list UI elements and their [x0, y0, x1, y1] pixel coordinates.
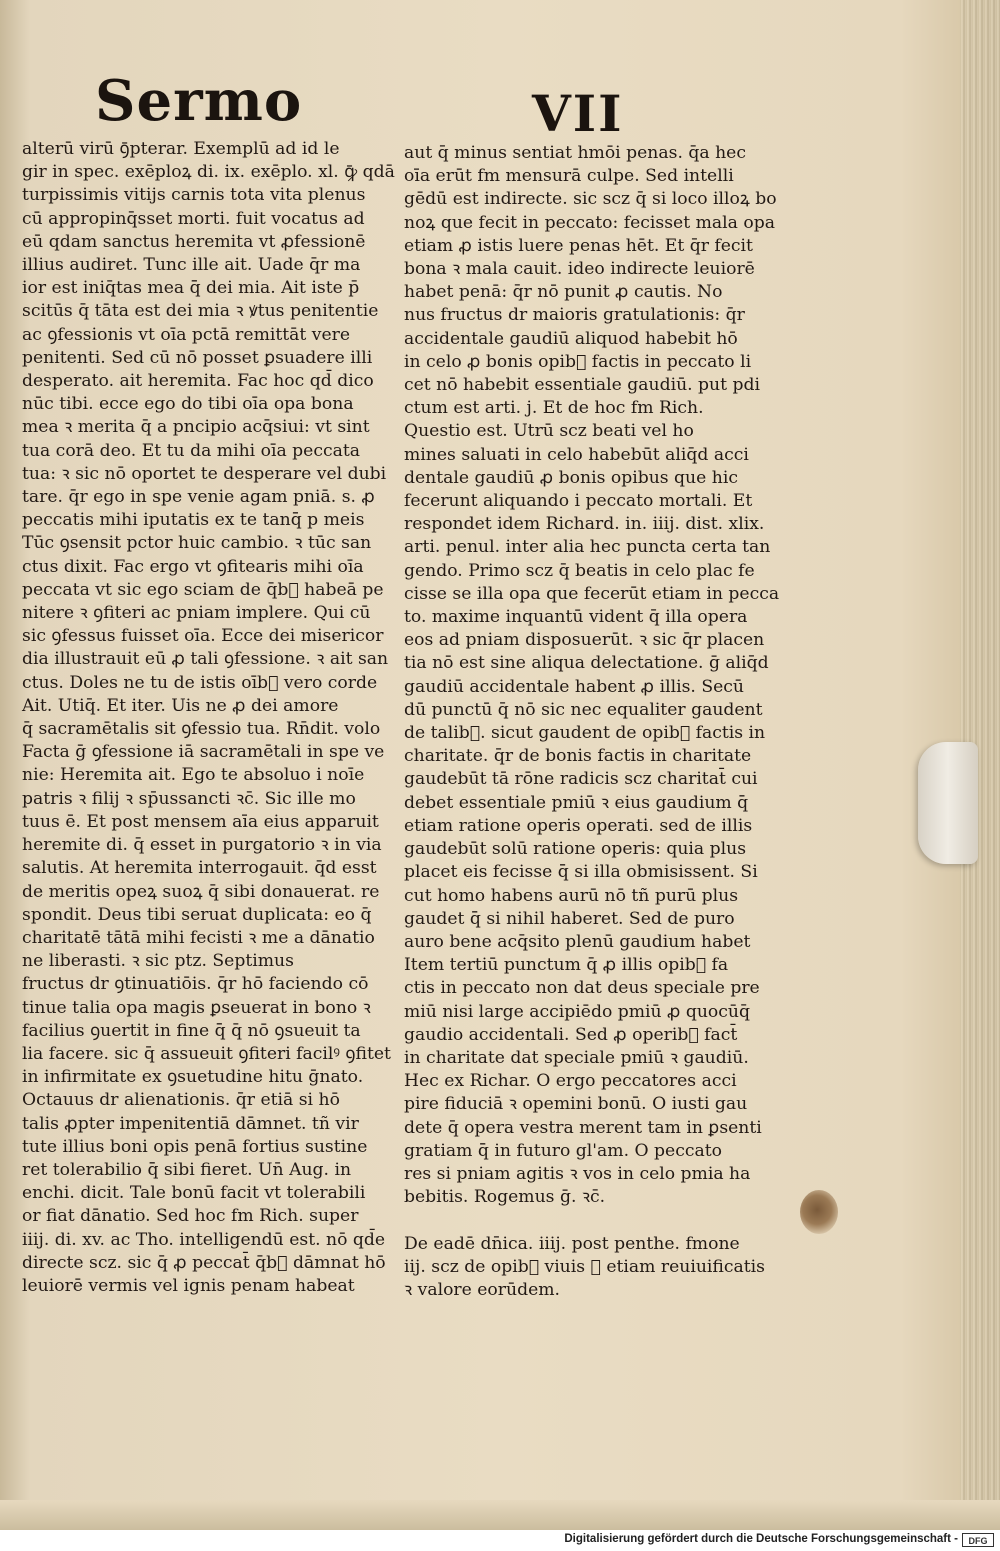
text-line: peccatis mihi iputatis ex te tanq̄̄ p meis	[22, 510, 365, 531]
text-line: de talib᷒. sicut gaudent de opib᷒ factis in	[404, 723, 766, 744]
text-line: dū punctū q̄ nō sic nec equaliter gaudent	[404, 699, 763, 720]
text-line: ꝛ valore eorūdem.	[404, 1279, 561, 1300]
text-line: illius audiret. Tunc ille ait. Uade q̄r ma	[22, 255, 361, 276]
text-line: Ait. Utiq̄. Et iter. Uis ne ꝓ dei amore	[22, 695, 339, 716]
text-line: res si pniam agitis ꝛ vos in celo pmia ha	[404, 1163, 751, 1184]
dfg-logo-icon: DFG	[962, 1533, 994, 1547]
text-line: fecerunt aliquando i peccato mortali. Et	[404, 491, 753, 512]
text-line: alterū virū ꝯ̄pterar. Exemplū ad id le	[22, 139, 340, 159]
text-line: gaudio accidentali. Sed ꝓ operib᷒ fact̄	[404, 1024, 738, 1045]
text-line: charitate. q̄r de bonis factis in charitate	[404, 746, 752, 767]
text-line: mea ꝛ merita q̄ a pncipio acq̄siui: vt sint	[22, 417, 370, 438]
text-line: oīa erūt fm mensurā culpe. Sed intelli	[404, 166, 734, 187]
text-line: gaudet q̄̄ si nihil haberet. Sed de puro	[404, 908, 735, 929]
text-line: De eadē dn̄ica. iiij. post penthe. fmone	[404, 1233, 740, 1254]
text-line: iiij. di. xv. ac Tho. intelligendū est. nō qd̄e	[22, 1229, 386, 1250]
text-line: ne liberasti. ꝛ sic ptz. Septimus	[22, 951, 294, 972]
text-line: fructus dr ꝯtinuatiōis. q̄r hō faciendo cō	[22, 974, 369, 995]
text-line: tute illius boni opis penā fortius sustine	[22, 1136, 368, 1157]
funding-credit: Digitalisierung gefördert durch die Deutsche Forschungsgemeinschaft -	[564, 1533, 958, 1545]
page-bottom-edge	[0, 1500, 1000, 1530]
text-line: cisse se illa opa que fecerūt etiam in pecca	[404, 583, 780, 604]
text-line: in infirmitate ex ꝯsuetudine hitu ḡnato.	[22, 1067, 364, 1088]
text-line: eos ad pniam disposuerūt. ꝛ sic q̄r placen	[404, 630, 765, 651]
text-line: desperato. ait heremita. Fac hoc qd̄ dico	[22, 371, 374, 392]
text-line: etiam ꝓ istis luere penas hēt. Et q̄r fecit	[404, 235, 753, 256]
text-line: ret tolerabilio q̄̄ sibi fieret. Un̄ Aug. in	[22, 1159, 352, 1180]
text-line: Octauus dr alienationis. q̄r etiā si hō	[22, 1090, 340, 1111]
text-line: aut q̄ minus sentiat hmōi penas. q̄a hec	[404, 143, 746, 163]
text-line: noꝝ que fecit in peccato: fecisset mala opa	[404, 212, 775, 233]
text-line: peccata vt sic ego sciam de q̄b᷒ habeā pe	[22, 579, 384, 600]
text-line: Item tertiū punctum q̄ ꝓ illis opib᷒ fa	[404, 955, 729, 976]
text-line	[404, 1209, 784, 1232]
text-line: spondit. Deus tibi seruat duplicata: eo q̄	[22, 904, 372, 925]
text-line: patris ꝛ filij ꝛ sp̄ussancti ꝛc̄. Sic ille mo	[22, 788, 356, 809]
text-line: tinue talia opa magis ꝑseuerat in bono ꝛ	[22, 997, 371, 1018]
text-line: arti. penul. inter alia hec puncta certa tan	[404, 537, 771, 558]
text-line: pire fiduciā ꝛ opemini bonū. O iusti gau	[404, 1094, 748, 1115]
text-line: turpissimis vitijs carnis tota vita plenus	[22, 185, 366, 206]
text-line: gaudiū accidentale habent ꝓ illis. Secū	[404, 676, 744, 697]
text-line: bebitis. Rogemus ḡ. ꝛc̄.	[404, 1187, 606, 1208]
text-line: iij. scz de opib᷒ viuis ꝛ etiam reuiuificatis	[404, 1256, 765, 1277]
text-line: q̄ sacramētalis sit ꝯfessio tua. Rn̄dit. volo	[22, 719, 381, 740]
text-line: gaudebūt tā rōne radicis scz charitat̄ cui	[404, 769, 758, 790]
text-line: eū qdam sanctus heremita vt ꝓfessionē	[22, 231, 366, 252]
text-line: tia nō est sine aliqua delectatione. ḡ aliq̄d	[404, 653, 769, 674]
text-line: or fiat dānatio. Sed hoc fm Rich. super	[22, 1206, 359, 1227]
text-line: tare. q̄r ego in spe venie agam pniā. s. ꝓ	[22, 487, 375, 508]
text-line: tua corā deo. Et tu da mihi oīa peccata	[22, 440, 361, 461]
text-line: accidentale gaudiū aliquod habebit hō	[404, 328, 738, 349]
text-line: gendo. Primo scz q̄ beatis in celo plac fe	[404, 560, 755, 581]
digitization-footer	[0, 1530, 1000, 1551]
text-line: gaudebūt solū ratione operis: quia plus	[404, 839, 747, 860]
text-line: auro bene acq̄sito plenū gaudium habet	[404, 931, 751, 952]
page-clip	[918, 742, 978, 864]
text-line: nus fructus dr maioris gratulationis: q̄r	[404, 305, 745, 326]
text-line: gratiam q̄̄ in futuro gl'am. O peccato	[404, 1140, 722, 1161]
text-line: debet essentiale pmiū ꝛ eius gaudium q̄̄	[404, 792, 749, 813]
text-line: gir in spec. exēploꝝ di. ix. exēplo. xl. ꝙ̄ qdā	[22, 162, 395, 183]
text-line: in celo ꝓ bonis opib᷒ factis in peccato li	[404, 351, 752, 372]
running-head: Sermo	[95, 68, 303, 134]
text-line: ctis in peccato non dat deus speciale pre	[404, 978, 760, 999]
leaf-number: VII	[532, 84, 624, 143]
text-line: dia illustrauit eū ꝓ tali ꝯfessione. ꝛ ait san	[22, 649, 389, 670]
text-line: dete q̄ opera vestra merent tam in ꝑsenti	[404, 1117, 762, 1138]
text-line: enchi. dicit. Tale bonū facit vt tolerabili	[22, 1183, 366, 1204]
ink-stain	[800, 1190, 838, 1234]
text-column-right	[404, 142, 784, 1302]
text-line: scitūs q̄ tāta est dei mia ꝛ ꝟtus penitentie	[22, 301, 379, 322]
text-line: dentale gaudiū ꝓ bonis opibus que hic	[404, 467, 738, 488]
text-line: to. maxime inquantū vident q̄ illa opera	[404, 607, 748, 628]
text-line: facilius ꝯuertit in fine q̄̄ q̄ nō ꝯsueuit ta	[22, 1020, 361, 1041]
text-line: gēdū est indirecte. sic scz q̄ si loco illoꝝ bo	[404, 189, 777, 210]
text-line: cū appropinq̄sset morti. fuit vocatus ad	[22, 208, 365, 229]
text-line: directe scz. sic q̄ ꝓ peccat̄ q̄b᷒ dāmnat hō	[22, 1252, 386, 1273]
text-line: mines saluati in celo habebūt aliq̄d acci	[404, 444, 749, 465]
text-line: sic ꝯfessus fuisset oīa. Ecce dei misericor	[22, 626, 384, 647]
text-line: de meritis opeꝝ suoꝝ q̄ sibi donauerat. re	[22, 881, 380, 902]
text-line: habet penā: q̄r nō punit ꝓ cautis. No	[404, 282, 723, 303]
text-line: talis ꝓpter impenitentiā dāmnet. tñ vir	[22, 1113, 359, 1134]
text-line: bona ꝛ mala cauit. ideo indirecte leuiorē	[404, 259, 755, 280]
text-line: salutis. At heremita interrogauit. q̄d esst	[22, 858, 377, 879]
text-line: nie: Heremita ait. Ego te absoluo i noīe	[22, 765, 365, 786]
text-line: ctus. Doles ne tu de istis oīb᷒ vero corde	[22, 672, 378, 693]
text-line: placet eis fecisse q̄̄ si illa obmisissent. Si	[404, 862, 758, 883]
text-line: miū nisi large accipiēdo pmiū ꝓ quocūq̄	[404, 1001, 750, 1022]
text-line: nūc tibi. ecce ego do tibi oīa opa bona	[22, 394, 354, 415]
text-line: heremite di. q̄ esset in purgatorio ꝛ in via	[22, 835, 382, 856]
text-line: charitatē tātā mihi fecisti ꝛ me a dānatio	[22, 927, 375, 948]
text-line: cet nō habebit essentiale gaudiū. put pdi	[404, 375, 761, 396]
text-line: ac ꝯfessionis vt oīa pctā remittāt vere	[22, 324, 351, 345]
text-line: penitenti. Sed cū nō posset ꝑsuadere illi	[22, 347, 373, 368]
text-line: respondet idem Richard. in. iiij. dist. xlix.	[404, 514, 765, 535]
text-line: ctum est arti. j. Et de hoc fm Rich.	[404, 398, 704, 419]
text-line: etiam ratione operis operati. sed de illis	[404, 815, 753, 836]
text-line: ctus dixit. Fac ergo vt ꝯfitearis mihi oīa	[22, 556, 364, 577]
text-line: Facta ḡ ꝯfessione iā sacramētali in spe ve	[22, 742, 385, 763]
text-line: ior est iniq̄tas mea q̄̄ dei mia. Ait iste p̄	[22, 278, 360, 299]
text-line: leuiorē vermis vel ignis penam habeat	[22, 1275, 355, 1296]
text-line: in charitate dat speciale pmiū ꝛ gaudiū.	[404, 1047, 749, 1068]
text-line: Questio est. Utrū scz beati vel ho	[404, 421, 694, 442]
text-line: tua: ꝛ sic nō oportet te desperare vel dubi	[22, 463, 387, 484]
text-line: cut homo habens aurū nō tñ purū plus	[404, 885, 739, 906]
text-column-left	[22, 138, 394, 1298]
text-line: nitere ꝛ ꝯfiteri ac pniam implere. Qui cū	[22, 603, 371, 624]
text-line: Tūc ꝯsensit pctor huic cambio. ꝛ tūc san	[22, 533, 372, 554]
text-line: tuus ē. Et post mensem aīa eius apparuit	[22, 811, 379, 832]
text-line: Hec ex Richar. O ergo peccatores acci	[404, 1071, 737, 1092]
text-line: lia facere. sic q̄ assueuit ꝯfiteri facilꝰ ꝯfitet	[22, 1043, 391, 1064]
